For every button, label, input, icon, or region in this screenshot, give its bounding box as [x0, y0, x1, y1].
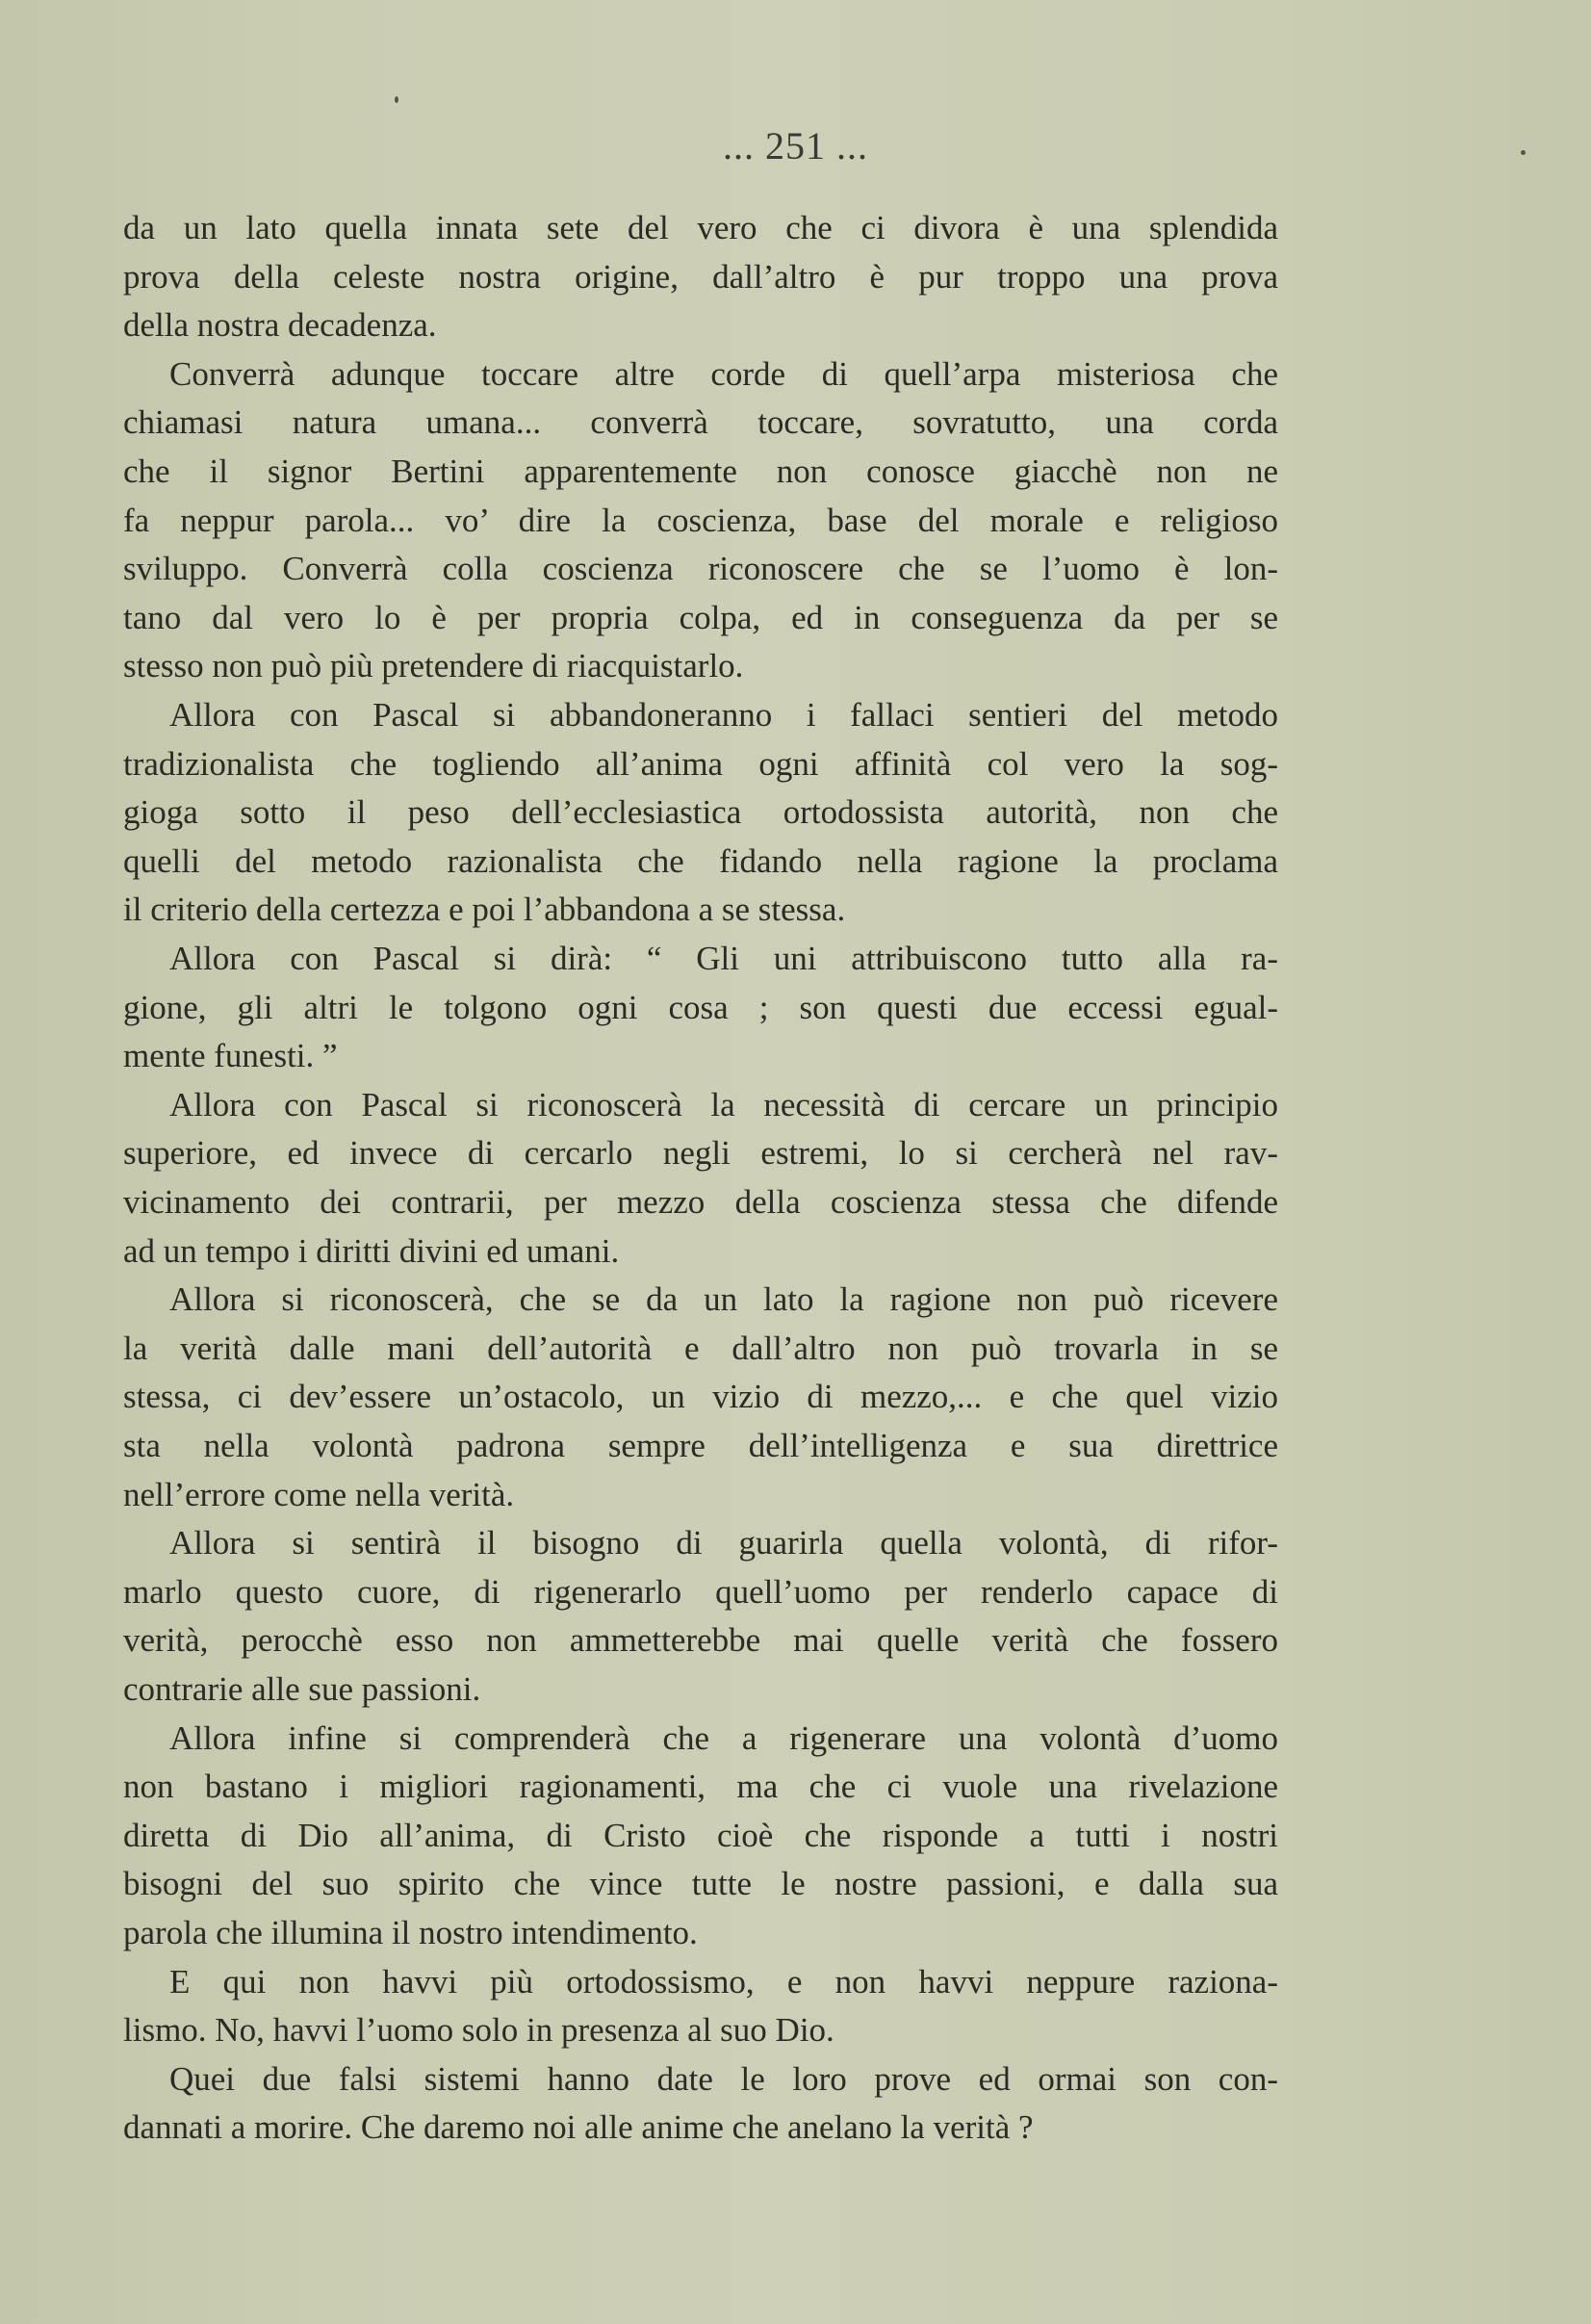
text-line: sviluppo. Converrà colla coscienza riconoscere che se l’uomo è lon- [123, 550, 1278, 588]
paper-speck [1521, 150, 1526, 155]
text-line: tradizionalista che togliendo all’anima ogni affinità col vero la sog- [123, 744, 1278, 783]
text-line: chiamasi natura umana... converrà toccare, sovratutto, una corda [123, 403, 1278, 442]
page-number: ... 251 ... [723, 124, 868, 168]
text-line: diretta di Dio all’anima, di Cristo cioè che risponde a tutti i nostri [123, 1816, 1278, 1854]
text-line: dannati a morire. Che daremo noi alle anime che anelano la verità ? [123, 2108, 1034, 2147]
text-line: nell’errore come nella verità. [123, 1475, 515, 1513]
text-line: parola che illumina il nostro intendimento. [123, 1914, 698, 1951]
text-line: bisogni del suo spirito che vince tutte le nostre passioni, e dalla sua [123, 1865, 1278, 1903]
text-line: mente funesti. ” [123, 1037, 338, 1075]
text-line: della nostra decadenza. [123, 306, 437, 345]
text-line: non bastano i migliori ragionamenti, ma che ci vuole una rivelazione [123, 1768, 1278, 1806]
text-line: il criterio della certezza e poi l’abbandona a se stessa. [123, 891, 846, 929]
text-line: lismo. No, havvi l’uomo solo in presenza al suo Dio. [123, 2011, 834, 2050]
text-line: la verità dalle mani dell’autorità e dall’altro non può trovarla in se [123, 1329, 1278, 1367]
text-line: Allora si sentirà il bisogno di guarirla quella volontà, di rifor- [169, 1524, 1278, 1562]
text-line: fa neppur parola... vo’ dire la coscienza, base del morale e religioso [123, 501, 1278, 539]
text-line: che il signor Bertini apparentemente non conosce giacchè non ne [123, 452, 1278, 490]
paper-speck [395, 96, 398, 103]
text-line: gioga sotto il peso dell’ecclesiastica ortodossista autorità, non che [123, 793, 1278, 832]
text-line: marlo questo cuore, di rigenerarlo quell’uomo per renderlo capace di [123, 1572, 1278, 1611]
text-line: Allora si riconoscerà, che se da un lato la ragione non può ricevere [169, 1280, 1278, 1319]
text-line: Allora con Pascal si riconoscerà la necessità di cercare un principio [169, 1085, 1278, 1123]
text-line: contrarie alle sue passioni. [123, 1670, 481, 1708]
text-line: stesso non può più pretendere di riacquistarlo. [123, 647, 744, 685]
text-line: superiore, ed invece di cercarlo negli estremi, lo si cercherà nel rav- [123, 1134, 1278, 1173]
text-line: Allora con Pascal si dirà: “ Gli uni attribuiscono tutto alla ra- [169, 940, 1278, 977]
text-line: quelli del metodo razionalista che fidando nella ragione la proclama [123, 841, 1278, 880]
text-line: Allora infine si comprenderà che a rigenerare una volontà d’uomo [169, 1718, 1278, 1757]
text-line: ad un tempo i diritti divini ed umani. [123, 1231, 620, 1270]
text-line: E qui non havvi più ortodossismo, e non havvi neppure raziona- [169, 1962, 1278, 2001]
text-line: verità, perocchè esso non ammetterebbe mai quelle verità che fossero [123, 1621, 1278, 1660]
text-line: Converrà adunque toccare altre corde di quell’arpa misteriosa che [169, 354, 1278, 393]
text-line: vicinamento dei contrarii, per mezzo della coscienza stessa che difende [123, 1183, 1278, 1221]
text-line: tano dal vero lo è per propria colpa, ed in conseguenza da per se [123, 598, 1278, 636]
text-line: sta nella volontà padrona sempre dell’intelligenza e sua direttrice [123, 1427, 1278, 1464]
text-line: prova della celeste nostra origine, dall’altro è pur troppo una prova [123, 257, 1278, 296]
text-line: stessa, ci dev’essere un’ostacolo, un vizio di mezzo,... e che quel vizio [123, 1378, 1278, 1416]
text-line: gione, gli altri le tolgono ogni cosa ; son questi due eccessi egual- [123, 988, 1278, 1026]
text-line: Quei due falsi sistemi hanno date le loro prove ed ormai son con- [169, 2059, 1278, 2098]
text-line: Allora con Pascal si abbandoneranno i fallaci sentieri del metodo [169, 696, 1278, 734]
text-line: da un lato quella innata sete del vero che ci divora è una splendida [123, 209, 1278, 246]
